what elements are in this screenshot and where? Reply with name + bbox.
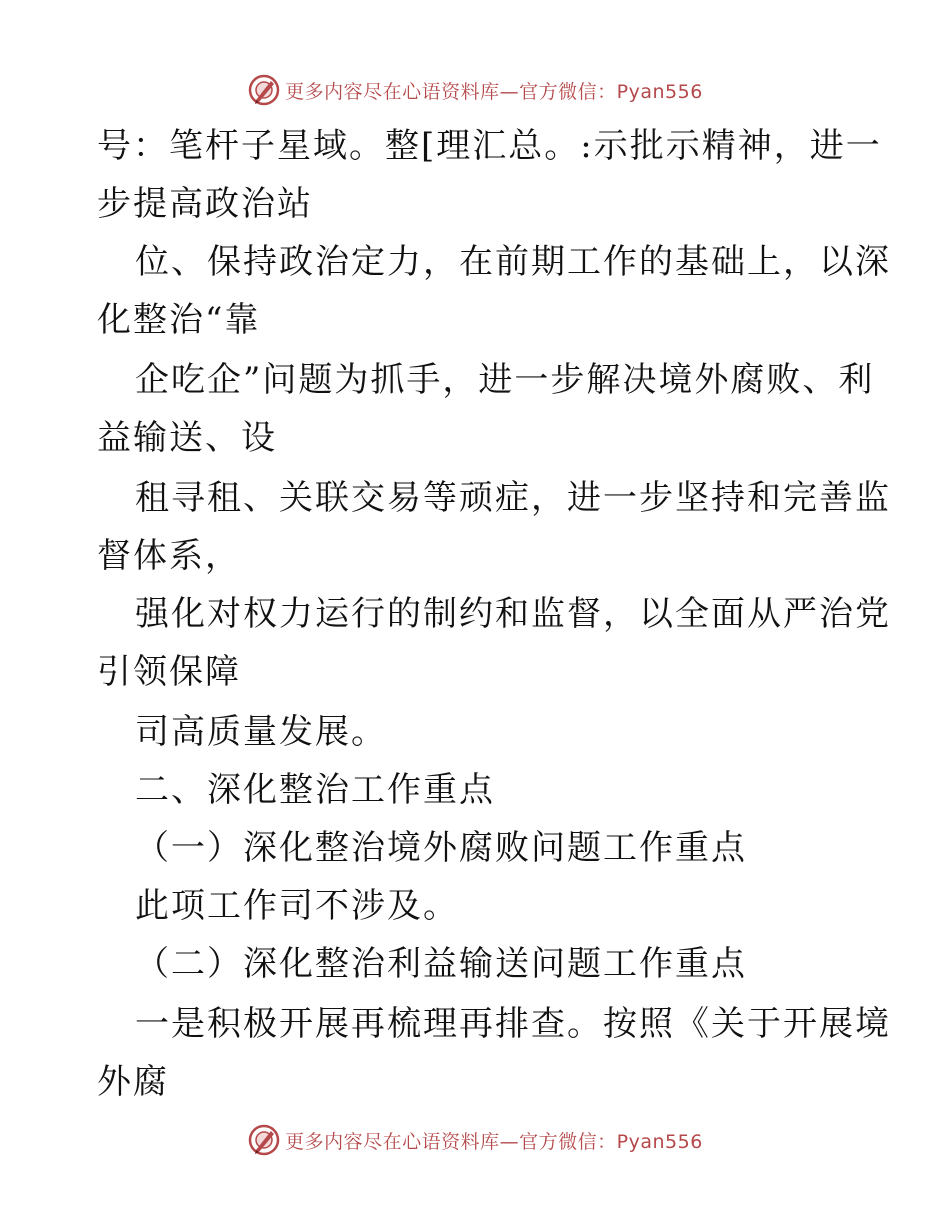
subsection-heading: （二）深化整治利益输送问题工作重点: [135, 944, 747, 984]
pen-circle-logo-icon: [247, 73, 281, 107]
text-line: 此项工作司不涉及。: [135, 886, 459, 926]
text-line: 引领保障: [97, 652, 241, 692]
section-heading: 二、深化整治工作重点: [135, 770, 495, 810]
watermark-text: 更多内容尽在心语资料库—官方微信：Pyan556: [285, 1130, 703, 1153]
text-line: 号：笔杆子星域。整[理汇总。:示批示精神，进一: [97, 126, 882, 166]
footer-watermark: [0, 1120, 950, 1160]
pen-circle-logo-icon: [247, 1123, 281, 1157]
text-line: 步提高政治站: [97, 184, 313, 224]
header-watermark: [0, 70, 950, 110]
text-line: 一是积极开展再梳理再排查。按照《关于开展境: [135, 1004, 891, 1044]
subsection-heading: （一）深化整治境外腐败问题工作重点: [135, 828, 747, 868]
watermark-text: 更多内容尽在心语资料库—官方微信：Pyan556: [285, 80, 703, 103]
text-line: 化整治“靠: [97, 300, 261, 340]
text-line: 租寻租、关联交易等顽症，进一步坚持和完善监: [135, 478, 891, 518]
text-line: 督体系，: [97, 536, 241, 576]
text-line: 企吃企”问题为抓手，进一步解决境外腐败、利: [135, 360, 875, 400]
text-line: 外腐: [97, 1062, 169, 1102]
text-line: 司高质量发展。: [135, 712, 387, 752]
text-line: 益输送、设: [97, 418, 277, 458]
text-line: 强化对权力运行的制约和监督，以全面从严治党: [135, 594, 891, 634]
text-line: 位、保持政治定力，在前期工作的基础上，以深: [135, 242, 891, 282]
